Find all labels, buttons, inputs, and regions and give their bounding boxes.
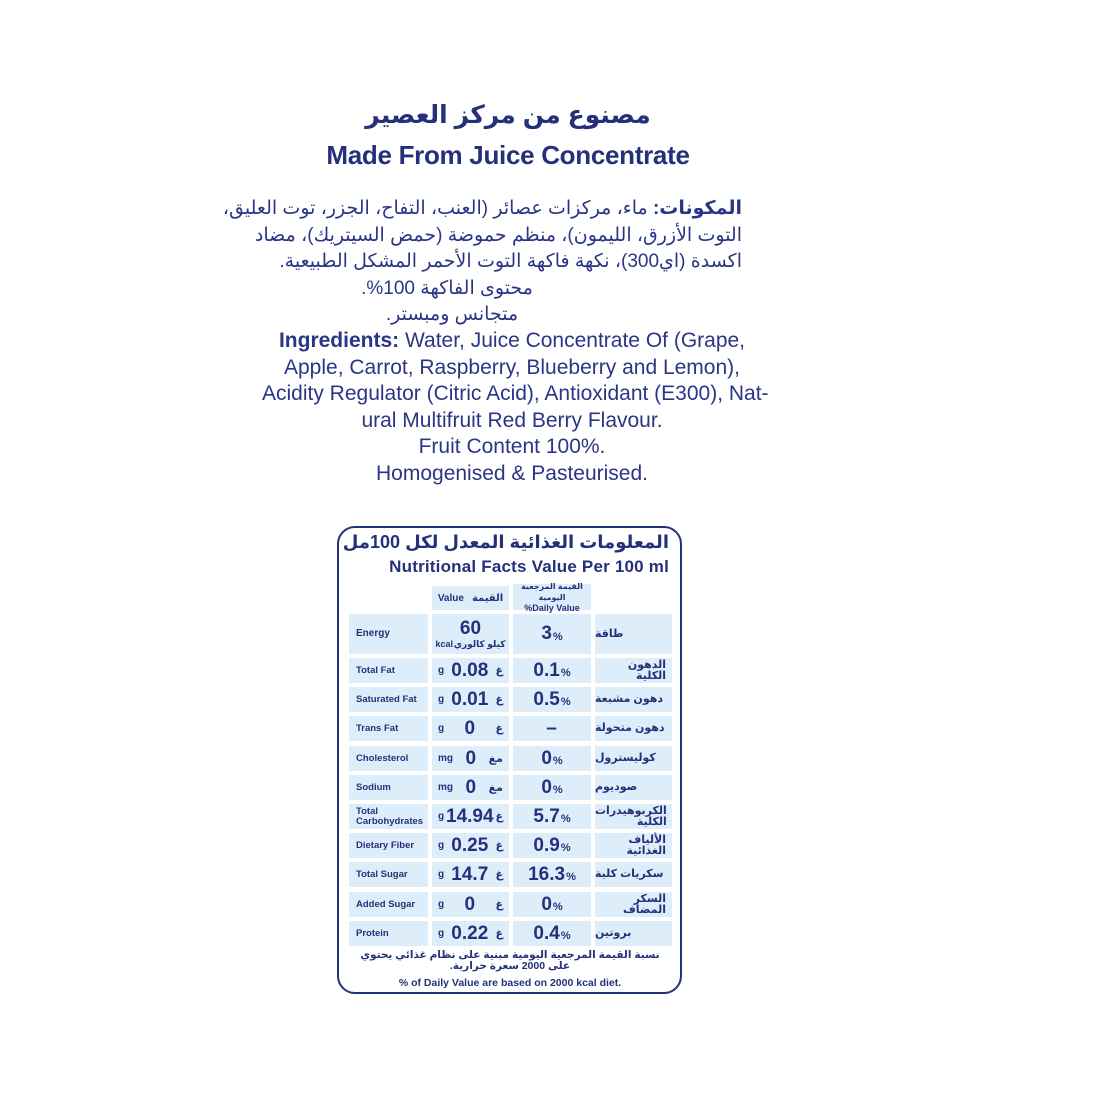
energy-label: Energy [349,614,428,654]
total-carbohydrates-dv-number: 5.7 [533,805,560,827]
added-sugar-dv-percent: % [552,901,563,913]
trans-fat-value-cell [432,716,509,741]
english-ingredients-line-1 [262,328,762,355]
protein-value-cell [432,921,509,946]
total-sugar-label-arabic: سكريات كلية [595,862,672,887]
footnote-arabic-line-2: على 2000 سعرة حرارية. [449,960,571,972]
dietary-fiber-value-cell [432,833,509,858]
total-fat-daily-value [513,658,591,683]
value-header-english: Value [437,592,464,604]
protein-value: 0.22 [451,922,489,944]
total-carbohydrates-value-cell [432,804,509,829]
footnote-english: % of Daily Value are based on 2000 kcal diet. [398,977,622,989]
protein-label-arabic: بروتين [595,921,672,946]
total-sugar-unit-english: g [438,869,445,880]
english-ingredients-text-1: Water, Juice Concentrate Of (Grape, [399,329,746,352]
energy-dv-percent: % [552,630,563,643]
cholesterol-dv-percent: % [552,755,563,767]
arabic-ingredients-line-2: التوت الأزرق، الليمون)، منظم حموضة (حمض السيتريك)، مضاد [254,224,742,246]
total-fat-unit-arabic: غ [495,665,503,677]
footnote-arabic [345,950,675,972]
total-carbohydrates-label: Total Carbohydrates [349,804,428,829]
cholesterol-unit-english: mg [438,753,453,764]
total-carbohydrates-unit-arabic: غ [495,811,503,823]
sodium-unit-english: mg [438,782,453,793]
sodium-value-cell [432,775,509,800]
total-fat-label: Total Fat [349,658,428,683]
dietary-fiber-unit-arabic: غ [495,840,503,852]
total-carbohydrates-dv-percent: % [560,813,571,825]
sodium-daily-value [513,775,591,800]
total-fat-label-arabic: الدهون الكلية [595,658,672,683]
daily-value-header-english: %Daily Value [524,602,580,613]
sodium-label-arabic: صوديوم [595,775,672,800]
added-sugar-value: 0 [464,893,476,915]
energy-dv-number: 3 [541,623,552,644]
protein-dv-percent: % [560,930,571,942]
total-carbohydrates-daily-value [513,804,591,829]
trans-fat-unit-english: g [438,723,445,734]
added-sugar-label-arabic: السكر المضاف [595,892,672,917]
daily-value-header [513,581,591,613]
total-sugar-unit-arabic: غ [495,869,503,881]
protein-daily-value [513,921,591,946]
energy-label-arabic: طاقة [595,614,672,654]
total-sugar-dv-percent: % [566,871,576,883]
cholesterol-daily-value [513,746,591,771]
arabic-ingredients-line-1 [222,196,742,223]
footnote-arabic-line-1: نسبة القيمة المرجعية اليومية مبنية على نظام غذائي يحتوي [360,949,660,961]
total-sugar-dv-number: 16.3 [528,863,566,885]
saturated-fat-daily-value [513,687,591,712]
arabic-ingredients-text-1: ماء، مركزات عصائر (العنب، التفاح، الجزر، توت العليق، [222,198,653,219]
dietary-fiber-label: Dietary Fiber [349,833,428,858]
dietary-fiber-daily-value [513,833,591,858]
trans-fat-label-arabic: دهون متحولة [595,716,672,741]
total-sugar-label: Total Sugar [349,862,428,887]
dietary-fiber-label-arabic: الألياف الغذائية [595,833,672,858]
saturated-fat-unit-english: g [438,694,445,705]
trans-fat-unit-arabic: غ [495,723,503,735]
saturated-fat-value-cell [432,687,509,712]
nutrition-title-english: Nutritional Facts Value Per 100 ml [389,557,669,576]
energy-value-cell [432,614,509,654]
value-header [432,586,509,610]
dietary-fiber-unit-english: g [438,840,445,851]
trans-fat-value: 0 [464,717,476,739]
trans-fat-dv-number: – [546,717,557,739]
total-fat-dv-percent: % [560,667,571,679]
protein-unit-english: g [438,928,445,939]
saturated-fat-unit-arabic: غ [495,694,503,706]
arabic-title: مصنوع من مركز العصير [365,101,651,129]
arabic-homogenised: متجانس ومبستر. [385,304,519,325]
energy-unit-arabic: كيلو كالوري [453,638,506,649]
energy-daily-value [513,614,591,654]
arabic-ingredients-line-3: اكسدة (اي300)، نكهة فاكهة التوت الأحمر المشكل الطبيعية. [279,251,742,272]
dietary-fiber-dv-number: 0.9 [533,834,560,856]
english-ingredients-line-3: Acidity Regulator (Citric Acid), Antioxidant (E300), Nat- [262,382,769,405]
added-sugar-daily-value [513,892,591,917]
cholesterol-dv-number: 0 [541,747,552,769]
nutrition-title-arabic: المعلومات الغذائية المعدل لكل 100مل [342,532,669,552]
total-carbohydrates-unit-english: g [438,811,445,822]
dietary-fiber-value: 0.25 [451,834,489,856]
total-fat-value: 0.08 [451,659,489,681]
energy-unit [436,638,506,650]
added-sugar-value-cell [432,892,509,917]
total-fat-value-cell [432,658,509,683]
total-sugar-value-cell [432,862,509,887]
trans-fat-label: Trans Fat [349,716,428,741]
protein-label: Protein [349,921,428,946]
sodium-label: Sodium [349,775,428,800]
cholesterol-unit-arabic: مغ [488,753,503,765]
sodium-unit-arabic: مغ [488,782,503,794]
added-sugar-dv-number: 0 [541,893,552,915]
english-fruit-content: Fruit Content 100%. [418,435,606,458]
protein-unit-arabic: غ [495,928,503,940]
cholesterol-value: 0 [465,747,477,769]
total-sugar-daily-value [513,862,591,887]
total-fat-unit-english: g [438,665,445,676]
cholesterol-label-arabic: كوليسترول [595,746,672,771]
english-homogenised: Homogenised & Pasteurised. [376,461,648,485]
total-carbohydrates-value: 14.94 [446,805,494,827]
saturated-fat-label-arabic: دهون مشبعة [595,687,672,712]
sodium-value: 0 [465,776,477,798]
energy-value: 60 [459,617,482,639]
saturated-fat-label: Saturated Fat [349,687,428,712]
saturated-fat-dv-number: 0.5 [533,688,560,710]
sodium-dv-number: 0 [541,776,552,798]
cholesterol-label: Cholesterol [349,746,428,771]
sodium-dv-percent: % [552,784,563,796]
saturated-fat-value: 0.01 [451,688,489,710]
arabic-fruit-content: محتوى الفاكهة 100%. [361,277,533,299]
added-sugar-label: Added Sugar [349,892,428,917]
total-carbohydrates-label-arabic: الكربوهيدرات الكلية [595,804,672,829]
cholesterol-value-cell [432,746,509,771]
english-ingredients-line-4: ural Multifruit Red Berry Flavour. [361,408,663,432]
trans-fat-daily-value [513,716,591,741]
protein-dv-number: 0.4 [533,922,560,944]
english-ingredients [262,328,769,487]
arabic-ingredients-label: المكونات: [652,198,742,219]
total-sugar-value: 14.7 [451,863,489,885]
english-ingredients-label: Ingredients: [278,329,400,352]
added-sugar-unit-arabic: غ [495,899,503,911]
daily-value-header-arabic: القيمة المرجعية اليومية [521,581,583,602]
saturated-fat-dv-percent: % [560,696,571,708]
value-header-arabic: القيمة [471,592,504,604]
english-ingredients-line-2: Apple, Carrot, Raspberry, Blueberry and Lemon), [284,355,740,379]
total-fat-dv-number: 0.1 [533,659,560,681]
dietary-fiber-dv-percent: % [560,842,571,854]
added-sugar-unit-english: g [438,899,445,910]
english-title: Made From Juice Concentrate [326,140,690,170]
energy-unit-english: kcal [435,638,454,649]
arabic-ingredients [222,196,742,329]
